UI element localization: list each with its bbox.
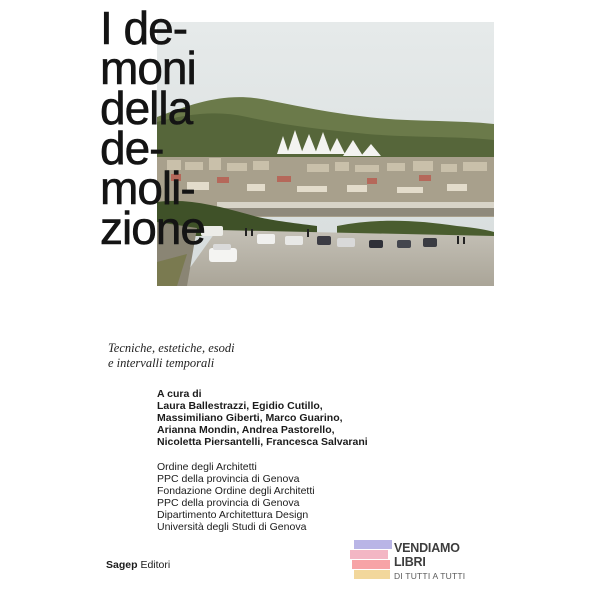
organizations-block [157, 461, 315, 533]
organization-line: Fondazione Ordine degli Architetti [157, 485, 315, 497]
title-line: moli- [100, 162, 195, 214]
curators-heading: A cura di [157, 388, 202, 400]
title-line: I de- [100, 2, 188, 54]
curators-line: Laura Ballestrazzi, Egidio Cutillo, [157, 400, 323, 412]
publisher-name [106, 559, 170, 571]
logo-line-2: LIBRI [394, 555, 426, 569]
organization-line: Dipartimento Architettura Design [157, 509, 309, 521]
title-line: della [100, 82, 193, 134]
organization-line: PPC della provincia di Genova [157, 473, 300, 485]
title-line: moni [100, 42, 196, 94]
logo-line-1: VENDIAMO [394, 541, 460, 555]
organization-line: Ordine degli Architetti [157, 461, 257, 473]
subtitle-line: Tecniche, estetiche, esodi [108, 341, 235, 355]
organization-line: PPC della provincia di Genova [157, 497, 300, 509]
curators-line: Arianna Mondin, Andrea Pastorello, [157, 424, 335, 436]
title-line: de- [100, 122, 164, 174]
publisher-brand: Sagep [106, 559, 138, 571]
curators-line: Nicoletta Piersantelli, Francesca Salvarani [157, 436, 368, 448]
subtitle-line: e intervalli temporali [108, 356, 215, 370]
stacked-books-icon [350, 538, 394, 584]
book-title [100, 2, 205, 254]
vendiamo-libri-logo [350, 538, 470, 586]
curators-line: Massimiliano Giberti, Marco Guarino, [157, 412, 343, 424]
logo-tagline: DI TUTTI A TUTTI [394, 571, 466, 581]
publisher-suffix: Editori [140, 559, 171, 571]
title-line: zione [100, 202, 205, 254]
cover-photo [157, 22, 494, 286]
curators-block [157, 388, 368, 448]
organization-line: Università degli Studi di Genova [157, 521, 307, 533]
book-subtitle [108, 341, 235, 371]
